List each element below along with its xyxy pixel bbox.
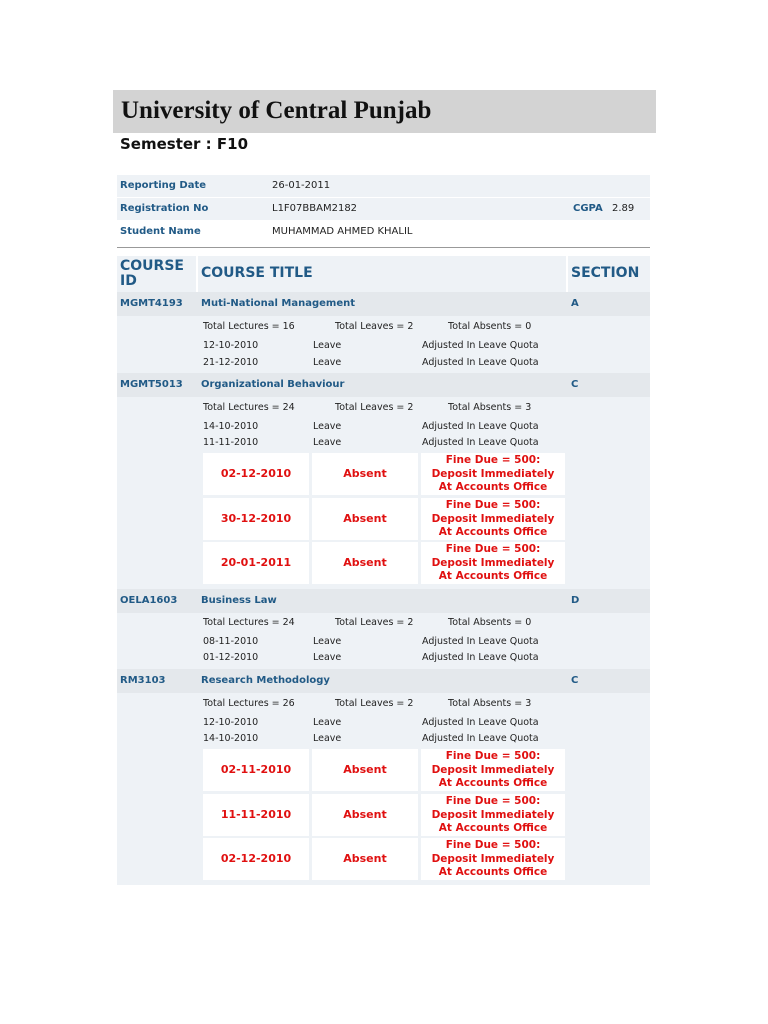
registration-value: L1F07BBAM2182 xyxy=(272,203,358,214)
absent-date: 02-12-2010 xyxy=(203,453,309,495)
total-leaves: Total Leaves = 2 xyxy=(335,402,414,413)
fine-amount: Fine Due = 500: xyxy=(445,795,541,807)
university-banner xyxy=(113,90,656,133)
leave-status: Adjusted In Leave Quota xyxy=(422,421,539,432)
header-course-id: COURSE ID xyxy=(120,258,184,289)
course-id: MGMT5013 xyxy=(120,379,183,390)
fine-instruction: Deposit Immediately xyxy=(431,556,555,569)
course-section: C xyxy=(571,379,579,390)
cgpa-value: 2.89 xyxy=(612,203,635,214)
leave-type: Leave xyxy=(313,437,342,448)
fine-location: At Accounts Office xyxy=(438,481,548,493)
absent-fine-row xyxy=(203,794,565,836)
fine-amount: Fine Due = 500: xyxy=(445,839,541,851)
fine-location: At Accounts Office xyxy=(438,526,548,538)
leave-type: Leave xyxy=(313,717,342,728)
absent-label: Absent xyxy=(312,453,418,495)
leave-type: Leave xyxy=(313,733,342,744)
absent-date: 02-12-2010 xyxy=(203,838,309,880)
absent-fine-row xyxy=(203,498,565,540)
reporting-date-value: 26-01-2011 xyxy=(272,180,331,191)
fine-instruction: Deposit Immediately xyxy=(431,808,555,821)
semester-title: Semester : F10 xyxy=(120,135,249,153)
course-section: D xyxy=(571,595,580,606)
fine-instruction: Deposit Immediately xyxy=(431,512,555,525)
leave-date: 01-12-2010 xyxy=(203,652,259,663)
leave-status: Adjusted In Leave Quota xyxy=(422,717,539,728)
course-row xyxy=(117,669,650,693)
fine-location: At Accounts Office xyxy=(438,777,548,789)
total-absents: Total Absents = 3 xyxy=(448,402,532,413)
header-separator xyxy=(566,256,568,292)
leave-date: 12-10-2010 xyxy=(203,340,259,351)
fine-location: At Accounts Office xyxy=(438,822,548,834)
leave-type: Leave xyxy=(313,636,342,647)
leave-date: 11-11-2010 xyxy=(203,437,259,448)
info-row-registration xyxy=(117,198,650,220)
leave-status: Adjusted In Leave Quota xyxy=(422,733,539,744)
total-leaves: Total Leaves = 2 xyxy=(335,321,414,332)
leave-status: Adjusted In Leave Quota xyxy=(422,636,539,647)
leave-date: 12-10-2010 xyxy=(203,717,259,728)
leave-date: 14-10-2010 xyxy=(203,733,259,744)
absent-label: Absent xyxy=(312,542,418,584)
divider xyxy=(117,247,650,248)
total-lectures: Total Lectures = 26 xyxy=(203,698,295,709)
absent-label: Absent xyxy=(312,498,418,540)
total-lectures: Total Lectures = 16 xyxy=(203,321,295,332)
fine-message xyxy=(421,838,565,880)
courses-table-header xyxy=(117,256,650,292)
course-row xyxy=(117,292,650,316)
course-title: Business Law xyxy=(201,595,277,606)
student-name-label: Student Name xyxy=(120,226,201,237)
absent-date: 20-01-2011 xyxy=(203,542,309,584)
total-leaves: Total Leaves = 2 xyxy=(335,698,414,709)
fine-message xyxy=(421,498,565,540)
leave-status: Adjusted In Leave Quota xyxy=(422,437,539,448)
header-course-title: COURSE TITLE xyxy=(201,265,313,281)
absent-label: Absent xyxy=(312,838,418,880)
absent-date: 30-12-2010 xyxy=(203,498,309,540)
total-lectures: Total Lectures = 24 xyxy=(203,617,295,628)
course-id: RM3103 xyxy=(120,675,166,686)
absent-date: 02-11-2010 xyxy=(203,749,309,791)
course-section: C xyxy=(571,675,579,686)
student-name-value: MUHAMMAD AHMED KHALIL xyxy=(272,226,413,237)
leave-status: Adjusted In Leave Quota xyxy=(422,357,539,368)
total-absents: Total Absents = 0 xyxy=(448,321,532,332)
course-row xyxy=(117,589,650,613)
course-id: OELA1603 xyxy=(120,595,178,606)
fine-amount: Fine Due = 500: xyxy=(445,499,541,511)
absent-label: Absent xyxy=(312,794,418,836)
absent-fine-row xyxy=(203,749,565,791)
leave-status: Adjusted In Leave Quota xyxy=(422,340,539,351)
absent-label: Absent xyxy=(312,749,418,791)
cgpa-label: CGPA xyxy=(573,203,603,214)
course-id: MGMT4193 xyxy=(120,298,183,309)
fine-message xyxy=(421,453,565,495)
total-leaves: Total Leaves = 2 xyxy=(335,617,414,628)
fine-amount: Fine Due = 500: xyxy=(445,543,541,555)
absent-fine-row xyxy=(203,838,565,880)
course-row xyxy=(117,373,650,397)
leave-type: Leave xyxy=(313,421,342,432)
fine-instruction: Deposit Immediately xyxy=(431,763,555,776)
fine-instruction: Deposit Immediately xyxy=(431,852,555,865)
absent-fine-row xyxy=(203,542,565,584)
leave-date: 08-11-2010 xyxy=(203,636,259,647)
total-absents: Total Absents = 0 xyxy=(448,617,532,628)
leave-type: Leave xyxy=(313,357,342,368)
course-title: Muti-National Management xyxy=(201,298,356,309)
fine-message xyxy=(421,794,565,836)
reporting-date-label: Reporting Date xyxy=(120,180,207,191)
course-title: Organizational Behaviour xyxy=(201,379,345,390)
header-section: SECTION xyxy=(571,265,640,281)
absent-fine-row xyxy=(203,453,565,495)
fine-message xyxy=(421,542,565,584)
course-section: A xyxy=(571,298,579,309)
info-row-reporting-date xyxy=(117,175,650,197)
leave-date: 14-10-2010 xyxy=(203,421,259,432)
total-lectures: Total Lectures = 24 xyxy=(203,402,295,413)
leave-type: Leave xyxy=(313,652,342,663)
fine-amount: Fine Due = 500: xyxy=(445,750,541,762)
leave-date: 21-12-2010 xyxy=(203,357,259,368)
leave-status: Adjusted In Leave Quota xyxy=(422,652,539,663)
registration-label: Registration No xyxy=(120,203,209,214)
leave-type: Leave xyxy=(313,340,342,351)
fine-location: At Accounts Office xyxy=(438,570,548,582)
fine-message xyxy=(421,749,565,791)
fine-instruction: Deposit Immediately xyxy=(431,467,555,480)
info-row-student-name xyxy=(117,221,650,243)
fine-location: At Accounts Office xyxy=(438,866,548,878)
fine-amount: Fine Due = 500: xyxy=(445,454,541,466)
courses-table-body xyxy=(117,292,650,885)
absent-date: 11-11-2010 xyxy=(203,794,309,836)
university-title: University of Central Punjab xyxy=(121,97,432,124)
total-absents: Total Absents = 3 xyxy=(448,698,532,709)
header-separator xyxy=(196,256,198,292)
course-title: Research Methodology xyxy=(201,675,330,686)
